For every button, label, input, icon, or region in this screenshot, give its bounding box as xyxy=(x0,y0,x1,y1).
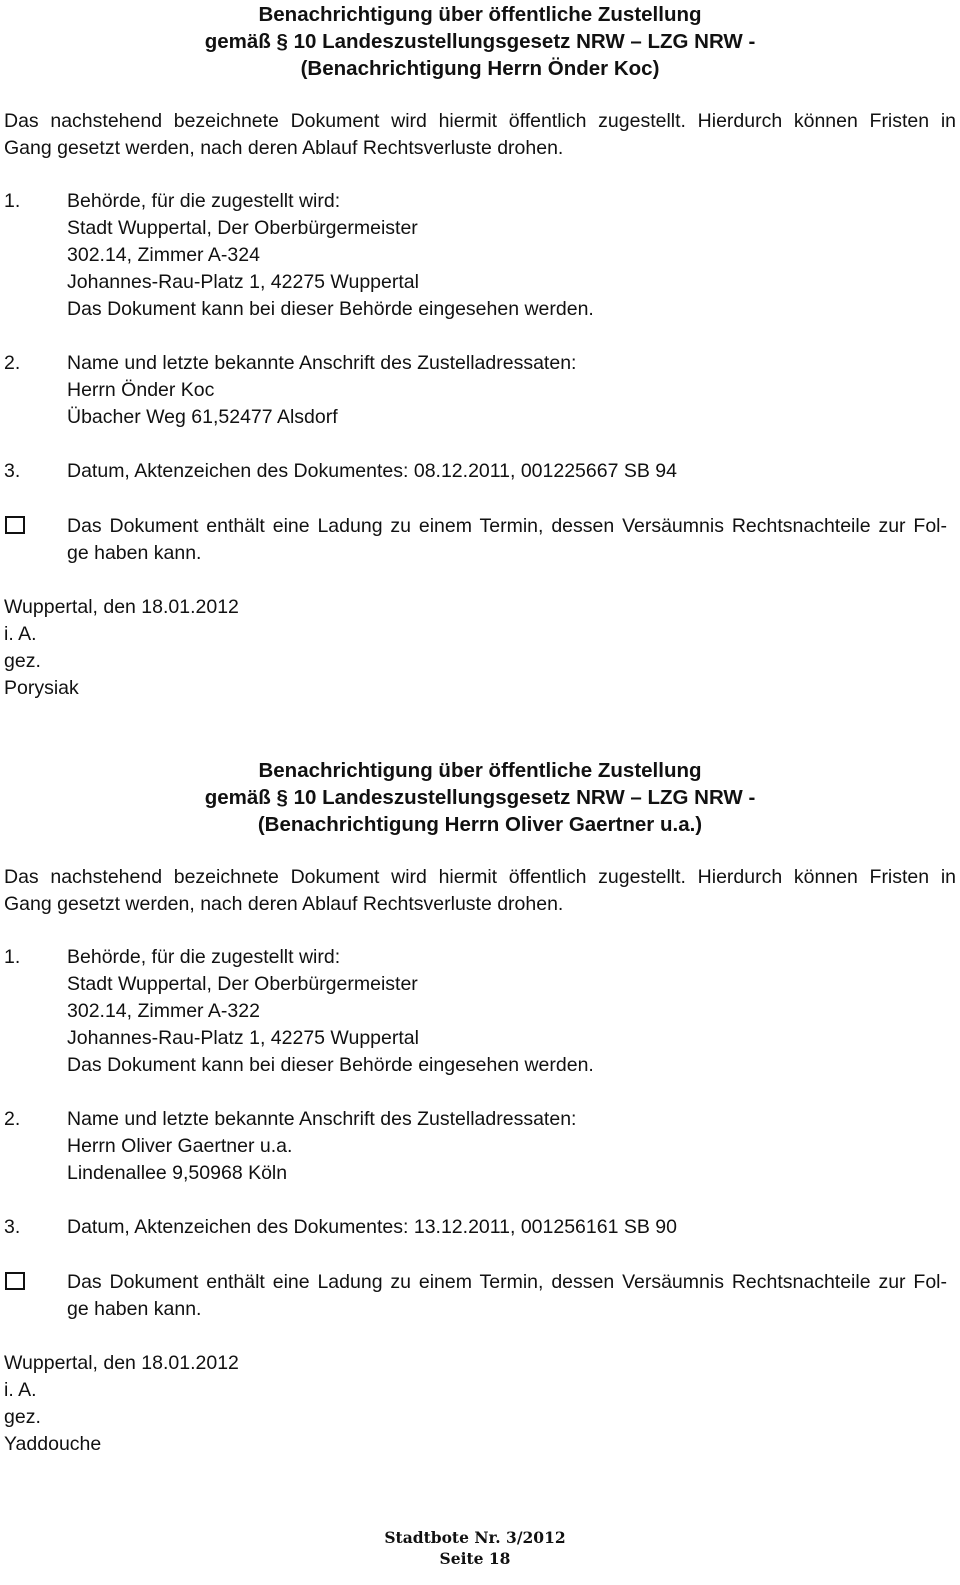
item-1-line-3: 302.14, Zimmer A-324 xyxy=(67,244,260,266)
item-1-line-2: Stadt Wuppertal, Der Oberbürgermeister xyxy=(67,217,418,239)
checkbox-text-line-2: ge haben kann. xyxy=(67,542,202,564)
signature-place-date: Wuppertal, den 18.01.2012 xyxy=(4,596,239,618)
item-1-number: 1. xyxy=(4,946,21,968)
item-1-number: 1. xyxy=(4,190,21,212)
notice-title-line-1: Benachrichtigung über öffentliche Zustellung xyxy=(258,759,702,782)
signature-name: Porysiak xyxy=(4,677,79,699)
item-3-text: Datum, Aktenzeichen des Dokumentes: 13.12.2011, 001256161 SB 90 xyxy=(67,1216,677,1238)
item-1-line-1: Behörde, für die zugestellt wird: xyxy=(67,190,341,212)
checkbox-text-line-1: Das Dokument enthält eine Ladung zu einem Termin, dessen Versäumnis Rechtsnachteile zur Fol- xyxy=(67,515,947,537)
item-3-text: Datum, Aktenzeichen des Dokumentes: 08.12.2011, 001225667 SB 94 xyxy=(67,460,677,482)
summons-checkbox[interactable] xyxy=(5,516,25,534)
item-2-line-2: Herrn Oliver Gaertner u.a. xyxy=(67,1135,293,1157)
notice-title-line-2: gemäß § 10 Landeszustellungsgesetz NRW – LZG NRW - xyxy=(204,30,756,53)
item-1-line-5: Das Dokument kann bei dieser Behörde eingesehen werden. xyxy=(67,1054,594,1076)
notice-title-line-1: Benachrichtigung über öffentliche Zustellung xyxy=(258,3,702,26)
signature-ia: i. A. xyxy=(4,623,37,645)
signature-name: Yaddouche xyxy=(4,1433,102,1455)
footer-page-number: Seite 18 xyxy=(439,1549,511,1568)
intro-line-1: Das nachstehend bezeichnete Dokument wird hiermit öffentlich zugestellt. Hierdurch können Fristen in xyxy=(4,110,956,132)
item-1-line-3: 302.14, Zimmer A-322 xyxy=(67,1000,260,1022)
item-1-line-5: Das Dokument kann bei dieser Behörde eingesehen werden. xyxy=(67,298,594,320)
item-2-line-1: Name und letzte bekannte Anschrift des Zustelladressaten: xyxy=(67,1108,577,1130)
item-2-line-3: Lindenallee 9,50968 Köln xyxy=(67,1162,288,1184)
item-1-line-2: Stadt Wuppertal, Der Oberbürgermeister xyxy=(67,973,418,995)
signature-gez: gez. xyxy=(4,650,41,672)
summons-checkbox[interactable] xyxy=(5,1272,25,1290)
intro-line-1: Das nachstehend bezeichnete Dokument wird hiermit öffentlich zugestellt. Hierdurch können Fristen in xyxy=(4,866,956,888)
notice-title-line-3: (Benachrichtigung Herrn Önder Koc) xyxy=(300,57,660,80)
item-1-line-4: Johannes-Rau-Platz 1, 42275 Wuppertal xyxy=(67,271,419,293)
signature-ia: i. A. xyxy=(4,1379,37,1401)
item-1-line-4: Johannes-Rau-Platz 1, 42275 Wuppertal xyxy=(67,1027,419,1049)
intro-line-2: Gang gesetzt werden, nach deren Ablauf Rechtsverluste drohen. xyxy=(4,893,564,915)
notice-title-line-3: (Benachrichtigung Herrn Oliver Gaertner u.a.) xyxy=(257,813,703,836)
item-2-line-2: Herrn Önder Koc xyxy=(67,379,215,401)
intro-line-2: Gang gesetzt werden, nach deren Ablauf Rechtsverluste drohen. xyxy=(4,137,564,159)
signature-gez: gez. xyxy=(4,1406,41,1428)
notice-title-line-2: gemäß § 10 Landeszustellungsgesetz NRW – LZG NRW - xyxy=(204,786,756,809)
item-3-number: 3. xyxy=(4,460,21,482)
checkbox-text-line-1: Das Dokument enthält eine Ladung zu einem Termin, dessen Versäumnis Rechtsnachteile zur Fol- xyxy=(67,1271,947,1293)
item-2-number: 2. xyxy=(4,1108,21,1130)
item-2-number: 2. xyxy=(4,352,21,374)
item-2-line-3: Übacher Weg 61,52477 Alsdorf xyxy=(67,406,338,428)
item-3-number: 3. xyxy=(4,1216,21,1238)
item-1-line-1: Behörde, für die zugestellt wird: xyxy=(67,946,341,968)
checkbox-text-line-2: ge haben kann. xyxy=(67,1298,202,1320)
signature-place-date: Wuppertal, den 18.01.2012 xyxy=(4,1352,239,1374)
item-2-line-1: Name und letzte bekannte Anschrift des Zustelladressaten: xyxy=(67,352,577,374)
footer-publication: Stadtbote Nr. 3/2012 xyxy=(384,1528,566,1547)
